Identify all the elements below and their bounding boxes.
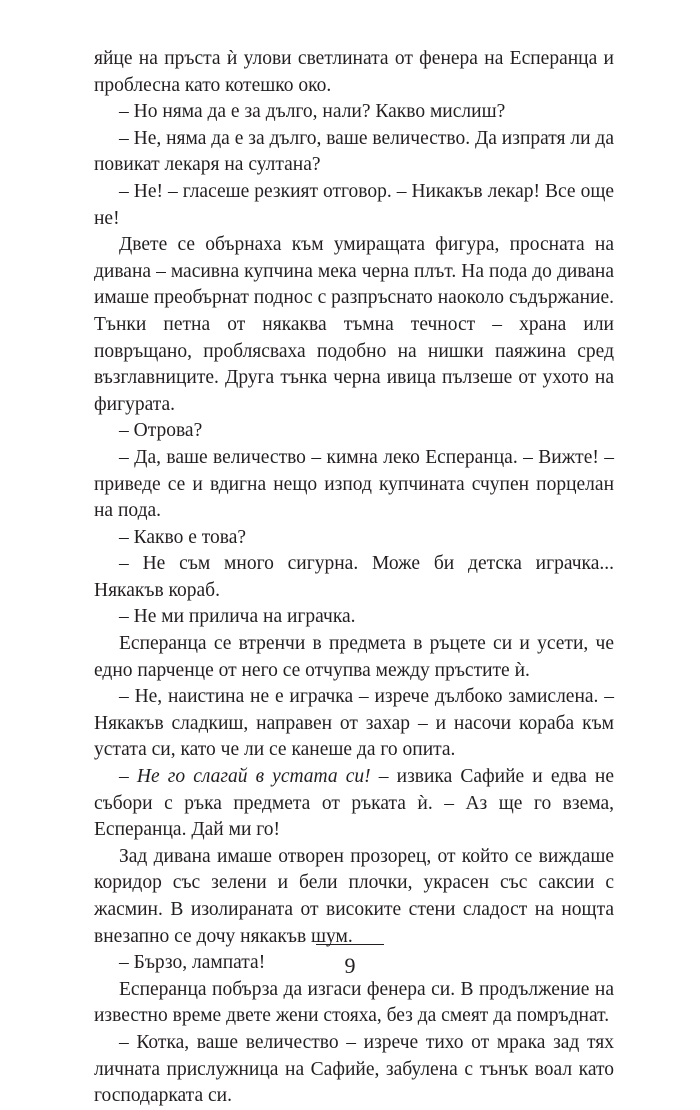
page-number: 9 [344, 953, 356, 978]
paragraph: – Не съм много сигурна. Може би детска играчка... Някакъв кораб. [94, 553, 614, 601]
paragraph: Есперанца се втренчи в предмета в ръцете си и усети, че едно парченце от него се отчупва между пръстите ѝ. [94, 633, 614, 681]
paragraph: Зад дивана имаше отворен прозорец, от който се виждаше коридор със зелени и бели плочки, украсен със саксии с жасмин. В изолираната от високите стени сладост на нощта внезапно се дочу някакъв шум. [94, 845, 614, 947]
paragraph: яйце на пръста ѝ улови светлината от фенера на Есперанца и проблесна като котешко око. [94, 48, 614, 96]
paragraph: – Да, ваше величество – кимна леко Есперанца. – Вижте! – приведе се и вдигна нещо изпод купчината счупен порцелан на пода. [94, 446, 614, 522]
italic-exclamation: – Не го слагай в устата си! [119, 766, 371, 788]
paragraph: Есперанца побърза да изгаси фенера си. В продължение на известно време двете жени стояха, без да смеят да помръднат. [94, 978, 614, 1027]
body-text [94, 46, 614, 1110]
paragraph: – Не, няма да е за дълго, ваше величество. Да изпратя ли да повикат лекаря на султана? [94, 127, 615, 176]
paragraph: – Бързо, лампата! [119, 952, 266, 974]
paragraph-rest: – извика Сафийе и едва не събори с ръка предмета от ръката ѝ. – Аз ще го взема, Есперанца. Дай ми го! [94, 766, 614, 841]
paragraph [94, 764, 614, 844]
paragraph: – Не, наистина не е играчка – изрече дълбоко замислена. – Някакъв сладкиш, направен от захар – и насочи кораба към устата си, като че ли се канеше да го опита. [94, 686, 614, 761]
paragraph: – Не! – гласеше резкият отговор. – Никакъв лекар! Все още не! [94, 180, 614, 229]
paragraph: – Котка, ваше величество – изрече тихо от мрака зад тях личната прислужница на Сафийе, забулена с тънък воал като господарката си. [94, 1031, 614, 1107]
paragraph: – Но няма да е за дълго, нали? Какво мислиш? [119, 101, 506, 123]
paragraph: – Какво е това? [119, 526, 247, 548]
footer-divider [316, 944, 384, 945]
paragraph: – Отрова? [119, 420, 203, 442]
paragraph: – Не ми прилича на играчка. [119, 606, 356, 628]
paragraph: Двете се обърнаха към умиращата фигура, просната на дивана – масивна купчина мека черна плът. На пода до дивана имаше преобърнат поднос с разпръснато наоколо съдържание. Тънки петна от някаква тъмна течност – храна или повръщано, проблясваха подобно на нишки паяжина сред възглавниците. Друга тънка черна ивица пълзеше от ухото на фигурата. [94, 234, 614, 415]
